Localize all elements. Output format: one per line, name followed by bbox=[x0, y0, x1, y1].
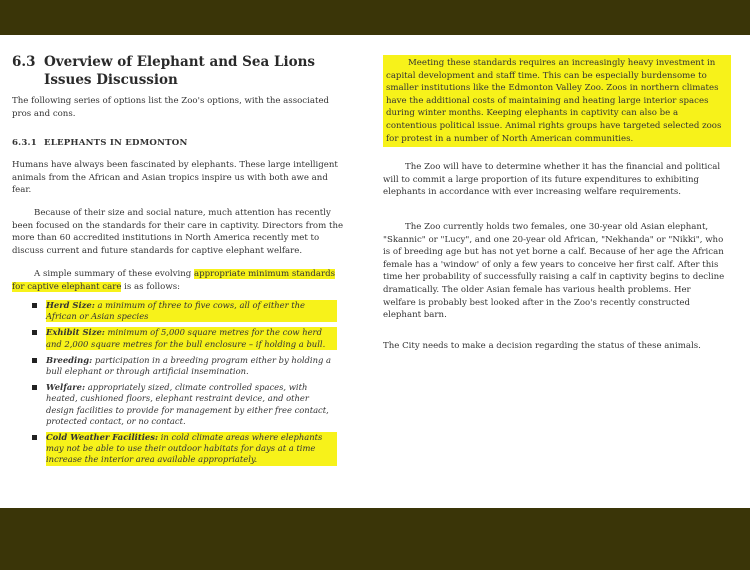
standard-description: appropriately sized, climate controlled spaces, with heated, cushioned floors, elephant restraint device, and other design facilities to provide for management by either free contact, protected contact, or no contact. bbox=[46, 382, 329, 426]
standard-label: Breeding: bbox=[46, 354, 93, 365]
bullet-square-icon bbox=[32, 303, 37, 308]
paragraph-financial-will: The Zoo will have to determine whether it has the financial and political will to commit a large proportion of its future expenditures to exhibiting elephants in accordance with ever increasing welfare requirements. bbox=[383, 162, 721, 198]
standards-list bbox=[32, 300, 337, 471]
section-number: 6.3 bbox=[12, 54, 36, 70]
bullet-square-icon bbox=[32, 435, 37, 440]
standard-herd-size-text bbox=[46, 300, 337, 322]
bullet-square-icon bbox=[32, 385, 37, 390]
standard-label: Welfare: bbox=[46, 382, 86, 393]
highlight-minimum-standards: appropriate minimum standards for captive elephant care bbox=[12, 269, 336, 292]
standard-cold-weather bbox=[32, 432, 337, 466]
paragraph-current-elephants: The Zoo currently holds two females, one 30-year old Asian elephant, "Skannic" or "Lucy", and one 20-year old African, "Nekhanda" or "Nikki", who is of breeding age but has not yet borne a calf. Because of her age the African female has a 'window' of only a few years to conceive her first calf. After this time her probability of successfully raising a calf in captivity begins to decline dramatically. The older Asian female has various health problems. Her welfare is probably best looked after in the Zoo's recently constructed elephant barn. bbox=[383, 222, 725, 321]
summary-intro-end: is as follows: bbox=[121, 281, 181, 292]
subsection-heading bbox=[12, 138, 188, 148]
subsection-number: 6.3.1 bbox=[12, 138, 37, 148]
section-intro: The following series of options list the Zoo's options, with the associated pros and cons. bbox=[12, 96, 330, 119]
standard-exhibit-size-text bbox=[46, 327, 337, 349]
standard-welfare-text bbox=[46, 382, 329, 426]
section-title-line1: Overview of Elephant and Sea Lions bbox=[44, 54, 315, 70]
section-title-line2: Issues Discussion bbox=[44, 72, 178, 88]
standard-breeding bbox=[32, 355, 337, 377]
standard-cold-weather-text bbox=[46, 432, 337, 466]
summary-intro-text: A simple summary of these evolving bbox=[34, 269, 194, 279]
paragraph-fascination: Humans have always been fascinated by elephants. These large intelligent animals from the African and Asian tropics inspire us with both awe and fear. bbox=[12, 160, 338, 196]
subsection-title: ELEPHANTS IN EDMONTON bbox=[44, 138, 188, 148]
paragraph-investment-highlighted: Meeting these standards requires an increasingly heavy investment in capital development and staff time. This can be especially burdensome to smaller institutions like the Edmonton Valley Zoo. Zoos in northern climates have the additional costs of maintaining and heating large interior spaces during winter months. Keeping elephants in captivity can also be a contentious political issue. Animal rights groups have targeted selected zoos for protest in a number of North American communities. bbox=[383, 55, 731, 147]
document-page bbox=[0, 35, 750, 508]
standard-welfare bbox=[32, 382, 337, 427]
standard-description: in cold climate areas where elephants may not be able to use their outdoor habitats for days at a time increase the interior area available appropriately. bbox=[46, 432, 323, 465]
standard-description: participation in a breeding program either by holding a bull elephant or through artificial insemination. bbox=[46, 354, 331, 377]
standard-description: minimum of 5,000 square metres for the cow herd and 2,000 square metres for the bull enclosure – if holding a bull. bbox=[46, 327, 326, 349]
standard-breeding-text bbox=[46, 355, 331, 376]
standard-label: Exhibit Size: bbox=[46, 327, 105, 338]
standard-label: Herd Size: bbox=[46, 300, 95, 310]
paragraph-standards-focus: Because of their size and social nature, much attention has recently been focused on the standards for their care in captivity. Directors from the more than 60 accredited institutions in North America recently met to discuss current and future standards for captive elephant welfare. bbox=[12, 208, 344, 256]
bullet-square-icon bbox=[32, 358, 37, 363]
section-heading bbox=[12, 53, 352, 89]
bullet-square-icon bbox=[32, 330, 37, 335]
standard-label: Cold Weather Facilities: bbox=[46, 432, 159, 443]
standard-description: a minimum of three to five cows, all of either the African or Asian species bbox=[46, 300, 306, 322]
standard-exhibit-size bbox=[32, 327, 337, 349]
standard-herd-size bbox=[32, 300, 337, 322]
paragraph-city-decision: The City needs to make a decision regarding the status of these animals. bbox=[383, 341, 701, 351]
paragraph-summary-intro bbox=[12, 268, 344, 293]
